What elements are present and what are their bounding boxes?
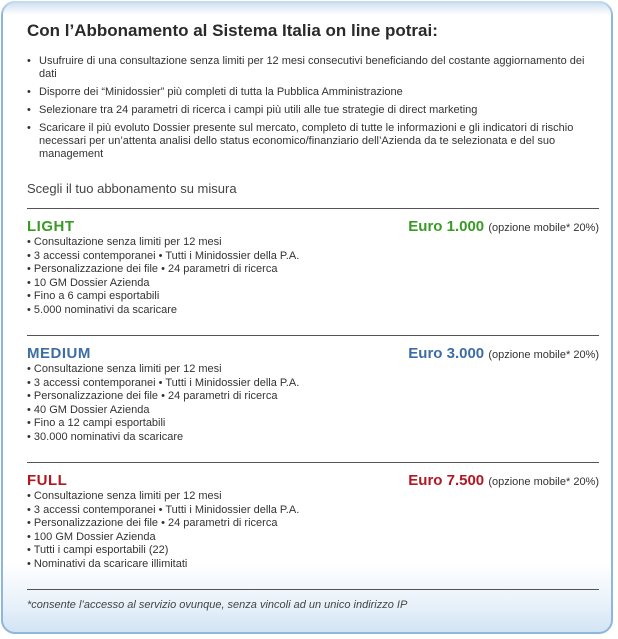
divider (27, 589, 599, 590)
plan-feature: • 3 accessi contemporanei • Tutti i Minidossier della P.A. (27, 250, 599, 264)
plan-medium (27, 336, 599, 462)
plan-feature: • Fino a 12 campi esportabili (27, 417, 599, 431)
headline: Con l’Abbonamento al Sistema Italia on line potrai: (27, 21, 438, 40)
plan-price (408, 472, 599, 491)
plan-name: LIGHT (27, 218, 75, 235)
price-value: Euro 7.500 (408, 472, 485, 489)
plan-feature-list (27, 363, 599, 444)
panel-content (27, 17, 599, 611)
plan-price (408, 345, 599, 364)
plan-feature: • Consultazione senza limiti per 12 mesi (27, 363, 599, 377)
plan-section-title: Scegli il tuo abbonamento su misura (27, 181, 237, 196)
feature-list (27, 55, 599, 161)
footnote: *consente l’accesso al servizio ovunque, senza vincoli ad un unico indirizzo IP (27, 599, 408, 611)
plan-name: FULL (27, 472, 68, 489)
plan-feature: • Fino a 6 campi esportabili (27, 290, 599, 304)
plan-feature: • Personalizzazione dei file • 24 parametri di ricerca (27, 263, 599, 277)
price-value: Euro 3.000 (408, 345, 485, 362)
plan-full (27, 463, 599, 589)
plan-name: MEDIUM (27, 345, 91, 362)
plan-feature: • 3 accessi contemporanei • Tutti i Minidossier della P.A. (27, 377, 599, 391)
plan-feature: • 10 GM Dossier Azienda (27, 277, 599, 291)
plan-feature: • 3 accessi contemporanei • Tutti i Minidossier della P.A. (27, 504, 599, 518)
price-value: Euro 1.000 (408, 218, 485, 235)
feature-item: • Usufruire di una consultazione senza limiti per 12 mesi consecutivi beneficiando del costante aggiornamento dei dati (27, 55, 599, 81)
plan-feature: • Consultazione senza limiti per 12 mesi (27, 490, 599, 504)
plan-feature: • 40 GM Dossier Azienda (27, 404, 599, 418)
feature-item: • Selezionare tra 24 parametri di ricerca i campi più utili alle tue strategie di direct marketing (27, 104, 599, 117)
price-option: (opzione mobile* 20%) (488, 476, 599, 488)
plan-feature: • 5.000 nominativi da scaricare (27, 304, 599, 318)
plan-feature-list (27, 236, 599, 317)
feature-item: • Scaricare il più evoluto Dossier presente sul mercato, completo di tutte le informazioni e gli indicatori di rischio necessari per un’attenta analisi dello status economico/finanziario dell’Azienda da te selezionata e del suo management (27, 122, 599, 161)
plan-feature: • Nominativi da scaricare illimitati (27, 558, 599, 572)
price-option: (opzione mobile* 20%) (488, 222, 599, 234)
plan-light (27, 209, 599, 335)
plan-feature: • 100 GM Dossier Azienda (27, 531, 599, 545)
plan-feature-list (27, 490, 599, 571)
subscription-panel (1, 1, 613, 634)
plan-feature: • 30.000 nominativi da scaricare (27, 431, 599, 445)
plan-feature: • Consultazione senza limiti per 12 mesi (27, 236, 599, 250)
plan-feature: • Tutti i campi esportabili (22) (27, 544, 599, 558)
plan-feature: • Personalizzazione dei file • 24 parametri di ricerca (27, 390, 599, 404)
plan-feature: • Personalizzazione dei file • 24 parametri di ricerca (27, 517, 599, 531)
price-option: (opzione mobile* 20%) (488, 349, 599, 361)
plan-price (408, 218, 599, 237)
feature-item: • Disporre dei “Minidossier” più completi di tutta la Pubblica Amministrazione (27, 86, 599, 99)
